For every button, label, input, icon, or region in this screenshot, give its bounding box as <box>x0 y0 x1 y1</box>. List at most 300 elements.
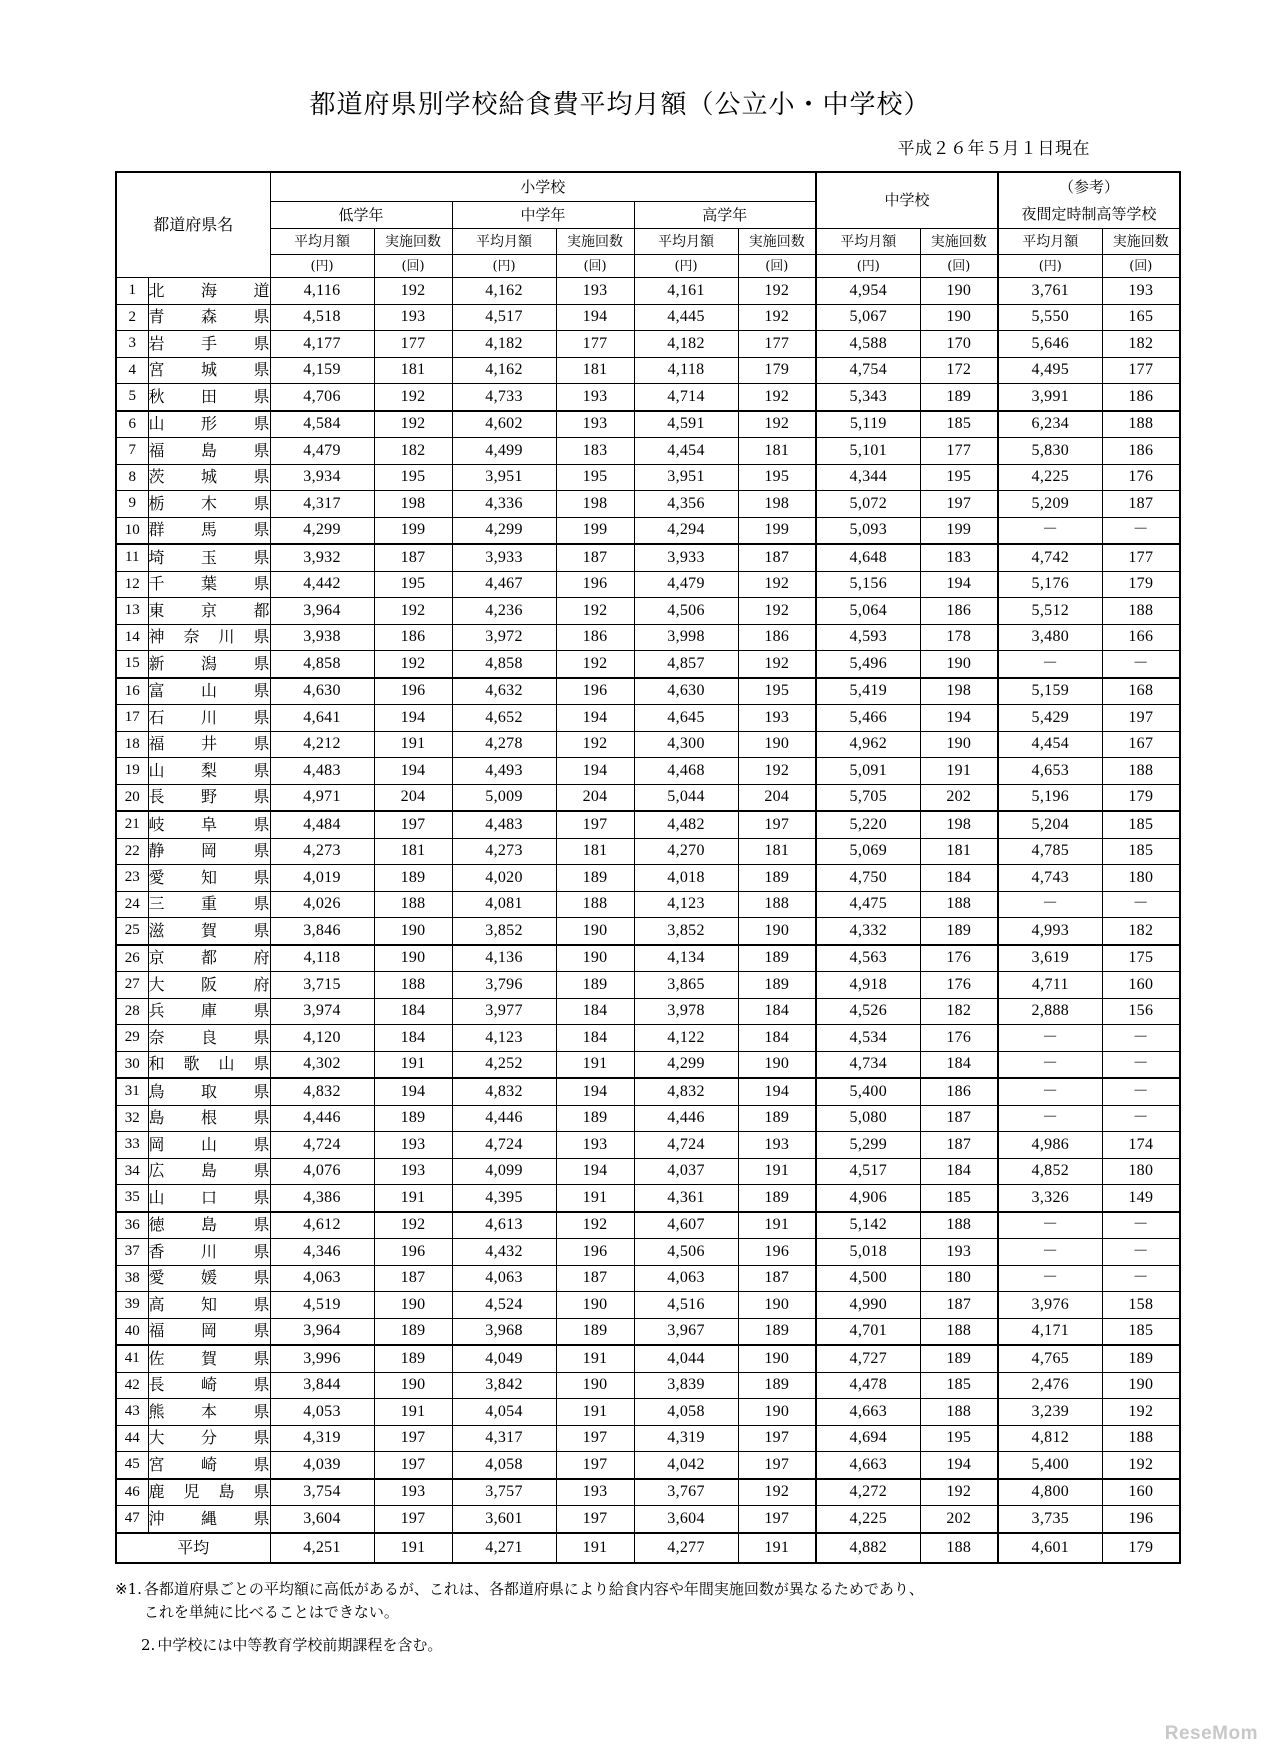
count-elementary-high: 189 <box>738 865 816 892</box>
amount-elementary-mid: 4,632 <box>452 678 556 705</box>
count-night-high: － <box>1102 1105 1180 1132</box>
header-amount-low: 平均月額 <box>270 229 374 255</box>
amount-junior: 4,648 <box>816 544 920 571</box>
amount-elementary-low: 3,844 <box>270 1372 374 1399</box>
amount-night-high: 5,159 <box>998 678 1102 705</box>
count-elementary-low: 189 <box>374 1318 452 1345</box>
table-row <box>116 357 1180 384</box>
amount-night-high: 6,234 <box>998 411 1102 438</box>
count-elementary-low: 194 <box>374 758 452 785</box>
header-count-high: 実施回数 <box>738 229 816 255</box>
amount-elementary-low: 4,519 <box>270 1292 374 1319</box>
count-night-high: 185 <box>1102 838 1180 865</box>
amount-elementary-low: 4,832 <box>270 1078 374 1105</box>
prefecture-name: 山口県 <box>148 1185 270 1212</box>
amount-night-high: 3,976 <box>998 1292 1102 1319</box>
count-elementary-high: 187 <box>738 544 816 571</box>
row-number: 28 <box>116 998 148 1025</box>
table-row <box>116 438 1180 465</box>
count-junior: 190 <box>920 278 998 305</box>
amount-elementary-high: 4,058 <box>634 1399 738 1426</box>
amount-night-high: 3,761 <box>998 278 1102 305</box>
count-night-high: 189 <box>1102 1345 1180 1372</box>
amount-elementary-high: 4,479 <box>634 571 738 598</box>
count-elementary-low: 198 <box>374 491 452 518</box>
amount-night-high: － <box>998 1025 1102 1052</box>
count-elementary-high: 181 <box>738 838 816 865</box>
header-group-reference-sub: 夜間定時制高等学校 <box>998 202 1180 229</box>
count-junior: 190 <box>920 651 998 678</box>
count-night-high: 158 <box>1102 1292 1180 1319</box>
count-night-high: 165 <box>1102 304 1180 331</box>
count-night-high: 168 <box>1102 678 1180 705</box>
count-junior: 194 <box>920 1452 998 1479</box>
count-elementary-high: 190 <box>738 1051 816 1078</box>
prefecture-name: 愛知県 <box>148 865 270 892</box>
average-count-elementary-high: 191 <box>738 1533 816 1563</box>
prefecture-name: 長野県 <box>148 784 270 811</box>
footnote-1-text <box>144 1578 924 1625</box>
count-junior: 176 <box>920 972 998 999</box>
count-elementary-mid: 197 <box>556 1506 634 1533</box>
amount-junior: 4,332 <box>816 918 920 945</box>
count-junior: 181 <box>920 838 998 865</box>
count-night-high: 197 <box>1102 705 1180 732</box>
count-elementary-low: 197 <box>374 1452 452 1479</box>
amount-night-high: 3,991 <box>998 384 1102 411</box>
amount-elementary-mid: 4,099 <box>452 1158 556 1185</box>
table-row <box>116 1158 1180 1185</box>
row-number: 1 <box>116 278 148 305</box>
row-number: 4 <box>116 357 148 384</box>
amount-elementary-high: 4,294 <box>634 517 738 544</box>
table-row <box>116 598 1180 625</box>
count-junior: 195 <box>920 464 998 491</box>
amount-elementary-mid: 4,058 <box>452 1452 556 1479</box>
count-night-high: 196 <box>1102 1506 1180 1533</box>
unit-amount-night: (円) <box>998 255 1102 278</box>
table-row <box>116 918 1180 945</box>
row-number: 22 <box>116 838 148 865</box>
row-number: 10 <box>116 517 148 544</box>
count-elementary-high: 190 <box>738 918 816 945</box>
count-junior: 189 <box>920 918 998 945</box>
amount-elementary-high: 3,865 <box>634 972 738 999</box>
table-row <box>116 1132 1180 1159</box>
count-elementary-low: 193 <box>374 1158 452 1185</box>
amount-elementary-low: 4,302 <box>270 1051 374 1078</box>
amount-night-high: 3,326 <box>998 1185 1102 1212</box>
amount-elementary-high: 4,161 <box>634 278 738 305</box>
amount-elementary-mid: 4,724 <box>452 1132 556 1159</box>
amount-night-high: － <box>998 891 1102 918</box>
count-junior: 184 <box>920 1158 998 1185</box>
count-junior: 199 <box>920 517 998 544</box>
prefecture-name: 宮城県 <box>148 357 270 384</box>
row-number: 15 <box>116 651 148 678</box>
count-elementary-mid: 189 <box>556 1105 634 1132</box>
row-number: 38 <box>116 1265 148 1292</box>
count-elementary-high: 193 <box>738 705 816 732</box>
row-number: 8 <box>116 464 148 491</box>
table-row <box>116 865 1180 892</box>
unit-count-high: (回) <box>738 255 816 278</box>
amount-junior: 4,754 <box>816 357 920 384</box>
amount-junior: 5,119 <box>816 411 920 438</box>
amount-night-high: 3,239 <box>998 1399 1102 1426</box>
count-elementary-mid: 189 <box>556 972 634 999</box>
footnotes <box>115 1578 1165 1658</box>
count-junior: 185 <box>920 411 998 438</box>
table-row <box>116 1399 1180 1426</box>
count-elementary-low: 184 <box>374 1025 452 1052</box>
row-number: 32 <box>116 1105 148 1132</box>
amount-night-high: － <box>998 1078 1102 1105</box>
row-number: 30 <box>116 1051 148 1078</box>
prefecture-name: 神奈川県 <box>148 624 270 651</box>
amount-night-high: － <box>998 1265 1102 1292</box>
count-junior: 194 <box>920 705 998 732</box>
table-row <box>116 464 1180 491</box>
amount-elementary-mid: 3,968 <box>452 1318 556 1345</box>
row-number: 3 <box>116 331 148 358</box>
amount-elementary-high: 4,042 <box>634 1452 738 1479</box>
count-elementary-mid: 195 <box>556 464 634 491</box>
count-elementary-mid: 197 <box>556 1452 634 1479</box>
amount-junior: 4,517 <box>816 1158 920 1185</box>
amount-junior: 5,299 <box>816 1132 920 1159</box>
count-elementary-mid: 199 <box>556 517 634 544</box>
count-night-high: 190 <box>1102 1372 1180 1399</box>
amount-junior: 4,663 <box>816 1399 920 1426</box>
count-junior: 185 <box>920 1185 998 1212</box>
prefecture-name: 熊本県 <box>148 1399 270 1426</box>
count-night-high: 175 <box>1102 945 1180 972</box>
as-of-date: 平成２６年５月１日現在 <box>897 139 1090 159</box>
count-elementary-high: 186 <box>738 624 816 651</box>
prefecture-name: 北海道 <box>148 278 270 305</box>
amount-junior: 5,069 <box>816 838 920 865</box>
amount-junior: 5,496 <box>816 651 920 678</box>
count-junior: 186 <box>920 1078 998 1105</box>
table-row <box>116 731 1180 758</box>
count-elementary-high: 184 <box>738 998 816 1025</box>
amount-night-high: 5,830 <box>998 438 1102 465</box>
amount-night-high: － <box>998 1212 1102 1239</box>
amount-elementary-mid: 4,613 <box>452 1212 556 1239</box>
amount-night-high: 3,480 <box>998 624 1102 651</box>
amount-elementary-low: 4,273 <box>270 838 374 865</box>
row-number: 43 <box>116 1399 148 1426</box>
amount-elementary-low: 4,446 <box>270 1105 374 1132</box>
count-junior: 183 <box>920 544 998 571</box>
footnote-1-marker: ※1. <box>115 1579 142 1598</box>
table-row <box>116 1345 1180 1372</box>
count-junior: 195 <box>920 1425 998 1452</box>
amount-night-high: 5,209 <box>998 491 1102 518</box>
prefecture-name: 石川県 <box>148 705 270 732</box>
table-row <box>116 811 1180 838</box>
amount-junior: 5,156 <box>816 571 920 598</box>
count-junior: 188 <box>920 1212 998 1239</box>
count-elementary-mid: 177 <box>556 331 634 358</box>
count-elementary-high: 192 <box>738 758 816 785</box>
count-elementary-low: 187 <box>374 544 452 571</box>
amount-elementary-high: 3,951 <box>634 464 738 491</box>
table-row <box>116 1185 1180 1212</box>
amount-elementary-high: 4,445 <box>634 304 738 331</box>
count-elementary-low: 192 <box>374 278 452 305</box>
count-night-high: － <box>1102 1078 1180 1105</box>
amount-junior: 5,400 <box>816 1078 920 1105</box>
table-row <box>116 331 1180 358</box>
count-elementary-low: 197 <box>374 1425 452 1452</box>
count-junior: 193 <box>920 1239 998 1266</box>
table-row <box>116 758 1180 785</box>
amount-junior: 5,705 <box>816 784 920 811</box>
count-night-high: 179 <box>1102 784 1180 811</box>
prefecture-name: 京都府 <box>148 945 270 972</box>
amount-elementary-low: 4,442 <box>270 571 374 598</box>
count-elementary-high: 192 <box>738 1479 816 1506</box>
amount-elementary-low: 3,932 <box>270 544 374 571</box>
count-junior: 184 <box>920 865 998 892</box>
amount-elementary-mid: 4,162 <box>452 357 556 384</box>
prefecture-name: 鹿児島県 <box>148 1479 270 1506</box>
amount-elementary-low: 3,964 <box>270 1318 374 1345</box>
count-elementary-high: 191 <box>738 1158 816 1185</box>
unit-count-junior: (回) <box>920 255 998 278</box>
count-elementary-high: 199 <box>738 517 816 544</box>
amount-elementary-high: 4,018 <box>634 865 738 892</box>
amount-elementary-low: 4,019 <box>270 865 374 892</box>
amount-elementary-low: 4,299 <box>270 517 374 544</box>
amount-elementary-high: 5,044 <box>634 784 738 811</box>
amount-night-high: 4,785 <box>998 838 1102 865</box>
amount-elementary-low: 3,938 <box>270 624 374 651</box>
count-elementary-high: 190 <box>738 1345 816 1372</box>
count-elementary-mid: 189 <box>556 1318 634 1345</box>
prefecture-name: 群馬県 <box>148 517 270 544</box>
count-night-high: 160 <box>1102 972 1180 999</box>
amount-elementary-mid: 4,602 <box>452 411 556 438</box>
count-elementary-low: 191 <box>374 731 452 758</box>
count-night-high: 185 <box>1102 1318 1180 1345</box>
count-elementary-high: 197 <box>738 1506 816 1533</box>
count-elementary-low: 204 <box>374 784 452 811</box>
count-elementary-low: 195 <box>374 571 452 598</box>
amount-junior: 4,727 <box>816 1345 920 1372</box>
amount-junior: 5,093 <box>816 517 920 544</box>
watermark: ReseMom <box>1164 1723 1258 1744</box>
amount-elementary-mid: 3,977 <box>452 998 556 1025</box>
count-elementary-mid: 194 <box>556 705 634 732</box>
prefecture-name: 和歌山県 <box>148 1051 270 1078</box>
amount-elementary-mid: 3,933 <box>452 544 556 571</box>
row-number: 21 <box>116 811 148 838</box>
count-elementary-high: 179 <box>738 357 816 384</box>
header-sub-low: 低学年 <box>270 202 452 229</box>
amount-night-high: － <box>998 517 1102 544</box>
table-row <box>116 517 1180 544</box>
amount-night-high: 5,196 <box>998 784 1102 811</box>
row-number: 42 <box>116 1372 148 1399</box>
row-number: 11 <box>116 544 148 571</box>
amount-elementary-high: 3,978 <box>634 998 738 1025</box>
count-elementary-mid: 197 <box>556 1425 634 1452</box>
average-count-elementary-low: 191 <box>374 1533 452 1563</box>
count-elementary-high: 189 <box>738 945 816 972</box>
row-number: 6 <box>116 411 148 438</box>
count-junior: 177 <box>920 438 998 465</box>
amount-elementary-mid: 4,467 <box>452 571 556 598</box>
row-number: 39 <box>116 1292 148 1319</box>
count-night-high: 188 <box>1102 598 1180 625</box>
count-elementary-mid: 188 <box>556 891 634 918</box>
prefecture-name: 静岡県 <box>148 838 270 865</box>
row-number: 40 <box>116 1318 148 1345</box>
table-row <box>116 1025 1180 1052</box>
count-junior: 187 <box>920 1292 998 1319</box>
count-junior: 186 <box>920 598 998 625</box>
header-amount-high: 平均月額 <box>634 229 738 255</box>
amount-elementary-high: 4,506 <box>634 1239 738 1266</box>
count-elementary-high: 190 <box>738 1399 816 1426</box>
amount-elementary-low: 4,706 <box>270 384 374 411</box>
amount-elementary-mid: 4,499 <box>452 438 556 465</box>
amount-night-high: 5,176 <box>998 571 1102 598</box>
amount-elementary-low: 4,612 <box>270 1212 374 1239</box>
amount-elementary-high: 4,630 <box>634 678 738 705</box>
amount-elementary-mid: 3,972 <box>452 624 556 651</box>
amount-junior: 4,962 <box>816 731 920 758</box>
amount-elementary-mid: 4,236 <box>452 598 556 625</box>
count-junior: 172 <box>920 357 998 384</box>
amount-night-high: 4,495 <box>998 357 1102 384</box>
amount-junior: 5,220 <box>816 811 920 838</box>
amount-elementary-mid: 4,063 <box>452 1265 556 1292</box>
amount-elementary-mid: 4,832 <box>452 1078 556 1105</box>
count-night-high: 156 <box>1102 998 1180 1025</box>
amount-elementary-high: 3,852 <box>634 918 738 945</box>
prefecture-name: 千葉県 <box>148 571 270 598</box>
count-elementary-mid: 187 <box>556 1265 634 1292</box>
count-elementary-high: 189 <box>738 972 816 999</box>
amount-junior: 4,534 <box>816 1025 920 1052</box>
prefecture-name: 山梨県 <box>148 758 270 785</box>
amount-elementary-mid: 3,951 <box>452 464 556 491</box>
count-elementary-low: 181 <box>374 357 452 384</box>
amount-elementary-low: 3,754 <box>270 1479 374 1506</box>
amount-elementary-mid: 4,123 <box>452 1025 556 1052</box>
prefecture-name: 奈良県 <box>148 1025 270 1052</box>
count-elementary-high: 189 <box>738 1318 816 1345</box>
prefecture-name: 新潟県 <box>148 651 270 678</box>
count-night-high: 160 <box>1102 1479 1180 1506</box>
footnote-2-text: 中学校には中等教育学校前期課程を含む。 <box>157 1636 443 1654</box>
amount-junior: 4,344 <box>816 464 920 491</box>
count-elementary-low: 192 <box>374 651 452 678</box>
count-elementary-mid: 183 <box>556 438 634 465</box>
amount-elementary-mid: 3,601 <box>452 1506 556 1533</box>
count-elementary-mid: 193 <box>556 278 634 305</box>
unit-amount-high: (円) <box>634 255 738 278</box>
row-number: 18 <box>116 731 148 758</box>
amount-elementary-low: 3,974 <box>270 998 374 1025</box>
count-elementary-mid: 196 <box>556 1239 634 1266</box>
amount-elementary-low: 4,026 <box>270 891 374 918</box>
prefecture-name: 沖縄県 <box>148 1506 270 1533</box>
amount-elementary-low: 3,715 <box>270 972 374 999</box>
count-junior: 182 <box>920 998 998 1025</box>
amount-elementary-low: 4,584 <box>270 411 374 438</box>
count-night-high: 193 <box>1102 278 1180 305</box>
count-junior: 202 <box>920 1506 998 1533</box>
count-elementary-high: 193 <box>738 1132 816 1159</box>
count-elementary-mid: 196 <box>556 678 634 705</box>
amount-elementary-mid: 4,054 <box>452 1399 556 1426</box>
count-elementary-low: 194 <box>374 705 452 732</box>
count-night-high: 149 <box>1102 1185 1180 1212</box>
table-body <box>116 278 1180 1563</box>
count-elementary-low: 193 <box>374 1132 452 1159</box>
amount-elementary-mid: 4,252 <box>452 1051 556 1078</box>
amount-elementary-low: 4,483 <box>270 758 374 785</box>
amount-elementary-high: 3,998 <box>634 624 738 651</box>
table-row <box>116 678 1180 705</box>
amount-junior: 4,990 <box>816 1292 920 1319</box>
amount-elementary-low: 3,934 <box>270 464 374 491</box>
count-elementary-low: 193 <box>374 1479 452 1506</box>
count-elementary-mid: 191 <box>556 1345 634 1372</box>
amount-elementary-low: 4,118 <box>270 945 374 972</box>
amount-night-high: 4,812 <box>998 1425 1102 1452</box>
amount-elementary-high: 4,123 <box>634 891 738 918</box>
amount-junior: 4,500 <box>816 1265 920 1292</box>
count-junior: 170 <box>920 331 998 358</box>
count-elementary-mid: 184 <box>556 1025 634 1052</box>
count-elementary-mid: 181 <box>556 838 634 865</box>
amount-elementary-low: 3,846 <box>270 918 374 945</box>
count-elementary-low: 196 <box>374 678 452 705</box>
row-number: 25 <box>116 918 148 945</box>
amount-night-high: 4,986 <box>998 1132 1102 1159</box>
table-row <box>116 1265 1180 1292</box>
count-elementary-low: 193 <box>374 304 452 331</box>
count-elementary-high: 195 <box>738 678 816 705</box>
count-elementary-low: 192 <box>374 1212 452 1239</box>
table-row <box>116 1078 1180 1105</box>
row-number: 12 <box>116 571 148 598</box>
footnote-2-marker: 2. <box>141 1636 156 1654</box>
amount-junior: 4,750 <box>816 865 920 892</box>
amount-junior: 4,701 <box>816 1318 920 1345</box>
row-number: 46 <box>116 1479 148 1506</box>
count-junior: 198 <box>920 811 998 838</box>
amount-night-high: 5,400 <box>998 1452 1102 1479</box>
header-amount-junior: 平均月額 <box>816 229 920 255</box>
table-row <box>116 1292 1180 1319</box>
count-elementary-mid: 198 <box>556 491 634 518</box>
amount-elementary-mid: 4,020 <box>452 865 556 892</box>
count-elementary-low: 192 <box>374 411 452 438</box>
count-elementary-mid: 190 <box>556 918 634 945</box>
count-elementary-high: 188 <box>738 891 816 918</box>
amount-junior: 5,072 <box>816 491 920 518</box>
count-night-high: 186 <box>1102 438 1180 465</box>
header-group-junior: 中学校 <box>816 172 998 229</box>
header-count-night: 実施回数 <box>1102 229 1180 255</box>
